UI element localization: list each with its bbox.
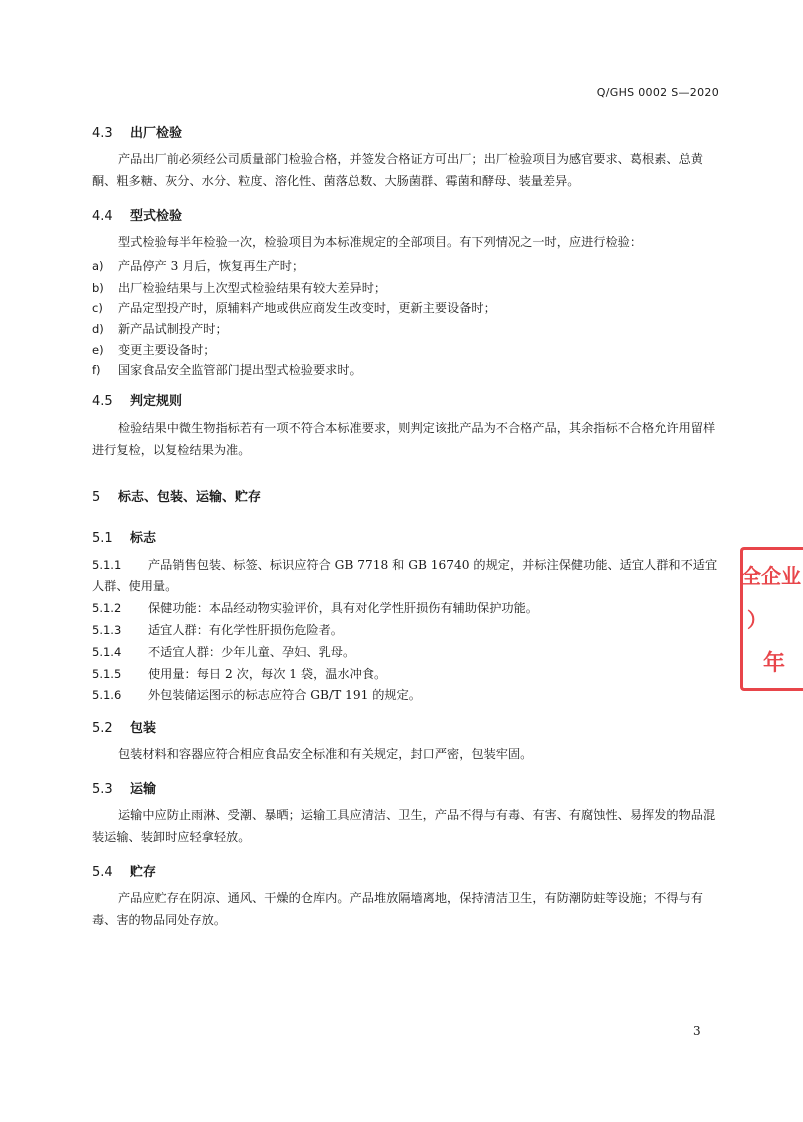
clause-5-1-5: [92, 665, 732, 682]
clause-number: 5.1.5: [92, 667, 122, 681]
section-title: 标志、包装、运输、贮存: [118, 490, 262, 505]
section-number: 5.1: [92, 531, 113, 546]
list-label: f): [92, 363, 101, 377]
section-number: 4.5: [92, 394, 113, 409]
list-item: [92, 361, 732, 378]
clause-5-1-6: [92, 686, 732, 703]
stamp-text: ）: [747, 608, 767, 632]
section-5-2-text: 包装材料和容器应符合相应食品安全标准和有关规定，封口严密，包装牢固。: [118, 747, 533, 761]
section-number: 4.4: [92, 209, 113, 224]
section-4-5-text: 检验结果中微生物指标若有一项不符合本标准要求，则判定该批产品为不合格产品，其余指标不合格允许用留样进行复检，以复检结果为准。: [92, 421, 716, 457]
section-5-3-heading: [92, 778, 156, 797]
clause-text: 适宜人群：有化学性肝损伤危险者。: [148, 623, 343, 637]
clause-number: 5.1.4: [92, 645, 122, 659]
list-label: b): [92, 281, 104, 295]
clause-number: 5.1.6: [92, 688, 122, 702]
section-title: 包装: [130, 721, 157, 736]
section-5-1-heading: [92, 527, 156, 546]
list-item: [92, 320, 732, 337]
clause-text: 外包装储运图示的标志应符合 GB/T 191 的规定。: [148, 688, 421, 702]
section-number: 4.3: [92, 126, 113, 141]
clause-text: 不适宜人群：少年儿童、孕妇、乳母。: [148, 645, 356, 659]
list-label: c): [92, 301, 103, 315]
section-4-3-heading: [92, 122, 182, 141]
list-text: 国家食品安全监管部门提出型式检验要求时。: [118, 363, 362, 377]
clause-5-1-3: [92, 621, 732, 638]
clause-text: 使用量：每日 2 次，每次 1 袋，温水冲食。: [148, 667, 387, 681]
section-5-2-heading: [92, 717, 156, 736]
section-number: 5: [92, 490, 101, 505]
page-number: 3: [693, 1024, 701, 1038]
list-label: a): [92, 259, 104, 273]
clause-number: 5.1.1: [92, 558, 122, 572]
section-number: 5.3: [92, 782, 113, 797]
list-item: [92, 341, 732, 358]
clause-5-1-2: [92, 599, 732, 616]
clause-text: 保健功能：本品经动物实验评价，具有对化学性肝损伤有辅助保护功能。: [148, 601, 538, 615]
list-text: 新产品试制投产时；: [118, 322, 228, 336]
section-4-4-heading: [92, 205, 182, 224]
clause-text: 产品销售包装、标签、标识应符合 GB 7718 和 GB 16740 的规定，并标注保健功能、适宜人群和不适宜人群、使用量。: [92, 558, 718, 593]
section-title: 贮存: [130, 865, 157, 880]
list-item: [92, 257, 732, 274]
section-5-4-heading: [92, 861, 156, 880]
list-label: d): [92, 322, 104, 336]
list-text: 产品定型投产时，原辅料产地或供应商发生改变时，更新主要设备时；: [118, 301, 496, 315]
section-4-4-text: 型式检验每半年检验一次，检验项目为本标准规定的全部项目。有下列情况之一时，应进行检验：: [118, 235, 643, 249]
clause-5-1-1: [92, 555, 722, 597]
stamp-text: 年: [763, 651, 786, 676]
stamp-text: 全企业: [741, 564, 801, 588]
section-number: 5.2: [92, 721, 113, 736]
section-title: 标志: [130, 531, 157, 546]
list-text: 产品停产 3 月后，恢复再生产时；: [118, 259, 305, 273]
company-seal-stamp: [740, 547, 803, 691]
list-item: [92, 299, 732, 316]
section-4-5-heading: [92, 390, 182, 409]
clause-5-1-4: [92, 643, 732, 660]
list-text: 出厂检验结果与上次型式检验结果有较大差异时；: [118, 281, 387, 295]
section-title: 型式检验: [130, 209, 183, 224]
section-number: 5.4: [92, 865, 113, 880]
section-5-3-text: 运输中应防止雨淋、受潮、暴晒；运输工具应清洁、卫生，产品不得与有毒、有害、有腐蚀性、易挥发的物品混装运输、装卸时应轻拿轻放。: [92, 808, 716, 844]
section-5-4-text: 产品应贮存在阴凉、通风、干燥的仓库内。产品堆放隔墙离地，保持清洁卫生，有防潮防蛀等设施；不得与有毒、害的物品同处存放。: [92, 891, 703, 927]
section-title: 判定规则: [130, 394, 183, 409]
chapter-5-heading: [92, 486, 261, 505]
clause-number: 5.1.3: [92, 623, 122, 637]
section-4-3-text: 产品出厂前必须经公司质量部门检验合格，并签发合格证方可出厂；出厂检验项目为感官要求、葛根素、总黄酮、粗多糖、灰分、水分、粒度、溶化性、菌落总数、大肠菌群、霉菌和酵母、装量差异。: [92, 152, 703, 188]
list-label: e): [92, 343, 104, 357]
list-item: [92, 279, 732, 296]
section-title: 运输: [130, 782, 157, 797]
document-code: Q/GHS 0002 S—2020: [596, 86, 719, 99]
section-title: 出厂检验: [130, 126, 183, 141]
clause-number: 5.1.2: [92, 601, 122, 615]
list-text: 变更主要设备时；: [118, 343, 216, 357]
